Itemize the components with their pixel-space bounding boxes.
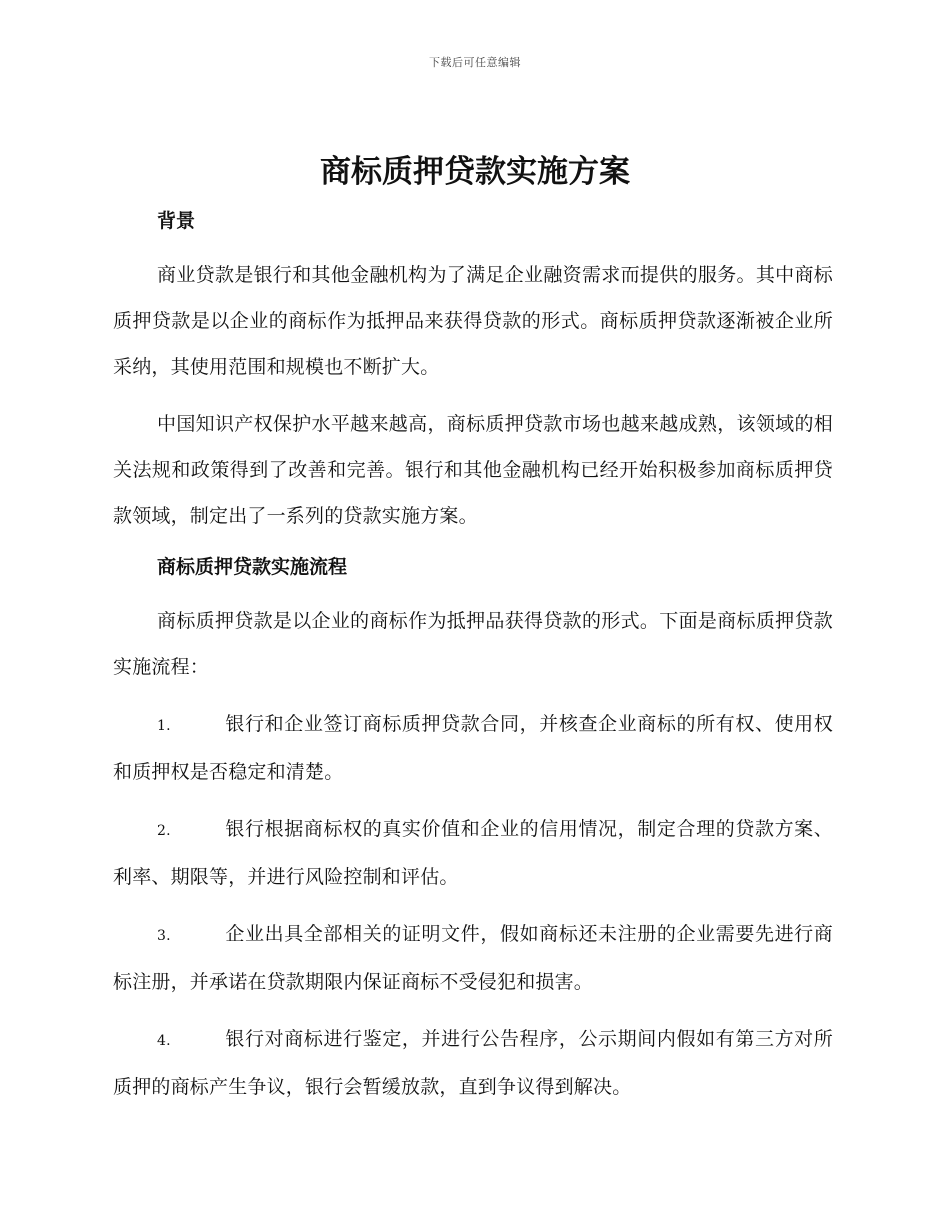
list-item-text: 银行对商标进行鉴定，并进行公告程序，公示期间内假如有第三方对所质押的商标产生争议，银行会暂缓放款，直到争议得到解决。 (113, 1028, 833, 1098)
paragraph: 中国知识产权保护水平越来越高，商标质押贷款市场也越来越成熟，该领域的相关法规和政策得到了改善和完善。银行和其他金融机构已经开始积极参加商标质押贷款领域，制定出了一系列的贷款实施方案。 (113, 413, 833, 527)
list-number: 3. (157, 928, 171, 944)
paragraph-process-intro: 商标质押贷款是以企业的商标作为抵押品获得贷款的形式。下面是商标质押贷款实施流程： (113, 610, 833, 678)
list-number: 1. (157, 718, 171, 734)
list-item (113, 911, 833, 1005)
list-item-text: 银行根据商标权的真实价值和企业的信用情况，制定合理的贷款方案、利率、期限等，并进行风险控制和评估。 (113, 818, 833, 888)
list-item-text: 银行和企业签订商标质押贷款合同，并核查企业商标的所有权、使用权和质押权是否稳定和清楚。 (113, 713, 833, 783)
paragraph: 商业贷款是银行和其他金融机构为了满足企业融资需求而提供的服务。其中商标质押贷款是以企业的商标作为抵押品来获得贷款的形式。商标质押贷款逐渐被企业所采纳，其使用范围和规模也不断扩大。 (113, 264, 833, 378)
list-item-text: 企业出具全部相关的证明文件，假如商标还未注册的企业需要先进行商标注册，并承诺在贷款期限内保证商标不受侵犯和损害。 (113, 923, 833, 993)
section-heading-background: 背景 (157, 210, 196, 232)
section-heading-process: 商标质押贷款实施流程 (157, 556, 348, 578)
header-note: 下载后可任意编辑 (429, 56, 521, 69)
list-item (113, 1016, 833, 1110)
document-body (113, 204, 833, 1121)
list-number: 4. (157, 1033, 171, 1049)
list-item (113, 806, 833, 900)
list-item (113, 701, 833, 795)
list-number: 2. (157, 823, 171, 839)
document-title: 商标质押贷款实施方案 (320, 154, 630, 190)
